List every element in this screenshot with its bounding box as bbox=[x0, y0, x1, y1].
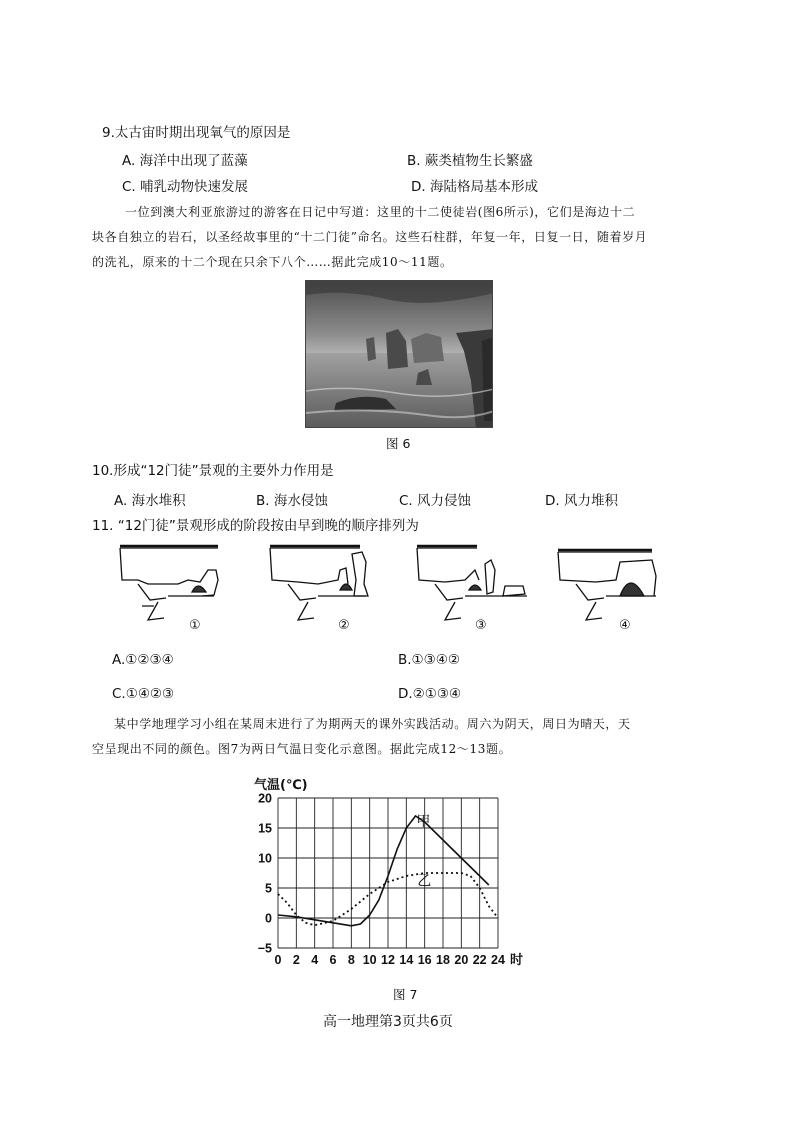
x-tick-label: 0 bbox=[274, 953, 282, 967]
passage2-line2: 空呈现出不同的颜色。图7为两日气温日变化示意图。据此完成12～13题。 bbox=[92, 742, 512, 756]
series-label-yi: 乙 bbox=[417, 873, 432, 890]
temperature-chart bbox=[240, 770, 540, 975]
stage-4-sketch bbox=[556, 540, 666, 630]
q10-stem: 10.形成“12门徒”景观的主要外力作用是 bbox=[92, 463, 334, 479]
stage-3-label: ③ bbox=[475, 618, 487, 633]
stage-1-label: ① bbox=[189, 618, 201, 633]
x-tick-label: 2 bbox=[292, 953, 300, 967]
x-tick-label: 6 bbox=[329, 953, 337, 967]
q11-option-d: D.②①③④ bbox=[398, 686, 462, 702]
y-tick-label: −5 bbox=[257, 941, 272, 956]
x-tick-label: 24 bbox=[491, 953, 505, 967]
stage-3-sketch bbox=[415, 540, 535, 630]
q11-stem: 11. “12门徒”景观形成的阶段按由早到晚的顺序排列为 bbox=[92, 518, 419, 534]
x-tick-label: 12 bbox=[381, 953, 395, 967]
series-line-jia bbox=[278, 816, 489, 926]
q9-option-b: B. 蕨类植物生长繁盛 bbox=[407, 153, 533, 169]
stage-2-sketch bbox=[268, 540, 378, 630]
x-axis-label: 时 bbox=[510, 953, 524, 968]
figure7-caption: 图 7 bbox=[393, 987, 418, 1002]
x-tick-label: 10 bbox=[362, 953, 377, 967]
y-tick-label: 0 bbox=[265, 911, 272, 926]
q11-option-a: A.①②③④ bbox=[112, 652, 174, 668]
q10-option-b: B. 海水侵蚀 bbox=[256, 493, 328, 509]
series-label-jia: 甲 bbox=[416, 814, 431, 831]
q9-stem: 9.太古宙时期出现氧气的原因是 bbox=[102, 125, 291, 141]
q9-option-d: D. 海陆格局基本形成 bbox=[411, 179, 538, 195]
x-tick-label: 16 bbox=[417, 953, 432, 967]
x-tick-label: 14 bbox=[399, 953, 414, 967]
x-tick-label: 20 bbox=[454, 953, 469, 967]
x-tick-label: 4 bbox=[311, 953, 319, 967]
stage-2-label: ② bbox=[338, 618, 350, 633]
q10-option-a: A. 海水堆积 bbox=[114, 493, 186, 509]
q9-option-c: C. 哺乳动物快速发展 bbox=[122, 179, 249, 195]
y-tick-label: 10 bbox=[258, 851, 272, 866]
y-tick-label: 20 bbox=[258, 791, 272, 806]
page-footer: 高一地理第3页共6页 bbox=[323, 1014, 453, 1030]
passage1-line2: 块各自独立的岩石，以圣经故事里的“十二门徒”命名。这些石柱群，年复一年，日复一日，随着岁月 bbox=[92, 230, 648, 244]
passage2-line1: 某中学地理学习小组在某周末进行了为期两天的课外实践活动。周六为阴天，周日为晴天，天 bbox=[114, 717, 631, 731]
y-tick-label: 15 bbox=[258, 821, 272, 836]
y-axis-label: 气温(℃) bbox=[254, 778, 308, 793]
stage-1-sketch bbox=[118, 540, 228, 630]
stage-4-label: ④ bbox=[619, 618, 631, 633]
y-tick-label: 5 bbox=[265, 881, 272, 896]
x-tick-label: 22 bbox=[472, 953, 487, 967]
passage1-line1: 一位到澳大利亚旅游过的游客在日记中写道：这里的十二使徒岩(图6所示)，它们是海边十二 bbox=[125, 205, 636, 219]
passage1-line3: 的洗礼，原来的十二个现在只余下八个……据此完成10～11题。 bbox=[92, 255, 453, 269]
q11-option-b: B.①③④② bbox=[398, 652, 460, 668]
q10-option-d: D. 风力堆积 bbox=[545, 493, 618, 509]
figure6-caption: 图 6 bbox=[386, 436, 411, 451]
twelve-apostles-photo bbox=[305, 280, 493, 428]
q11-option-c: C.①④②③ bbox=[112, 686, 175, 702]
q9-option-a: A. 海洋中出现了蓝藻 bbox=[122, 153, 248, 169]
x-tick-label: 8 bbox=[347, 953, 355, 967]
q10-option-c: C. 风力侵蚀 bbox=[399, 493, 472, 509]
x-tick-label: 18 bbox=[436, 953, 450, 967]
